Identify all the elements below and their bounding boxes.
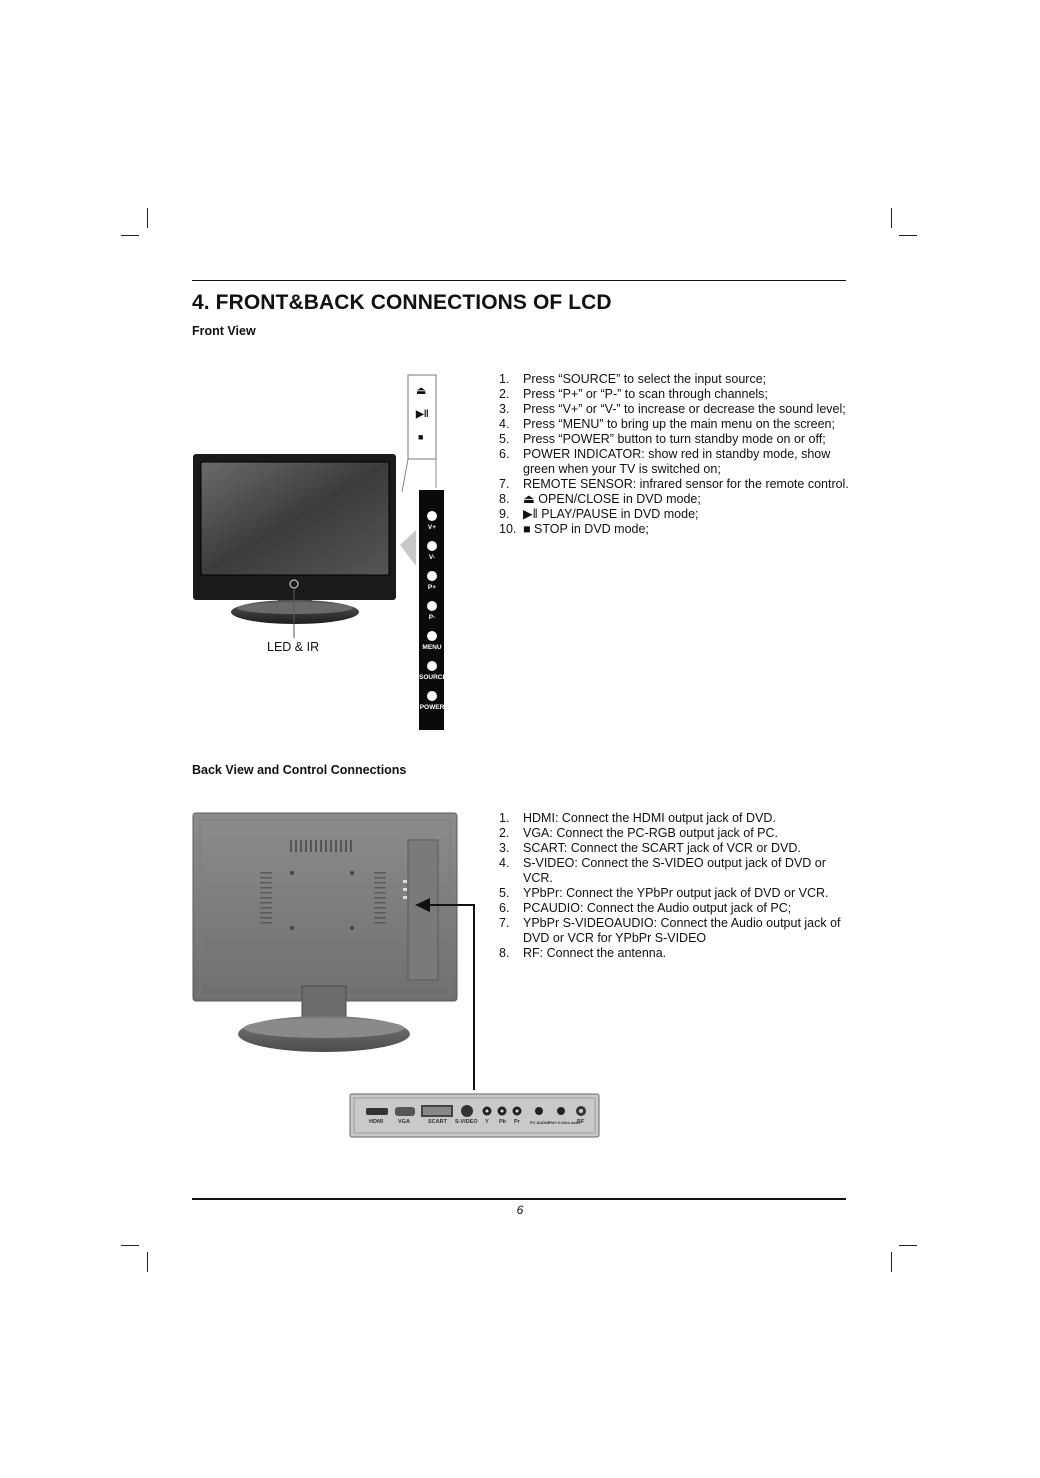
list-item-text: RF: Connect the antenna.	[523, 946, 667, 960]
list-item-text: YPbPr S-VIDEOAUDIO: Connect the Audio output jack of DVD or VCR for YPbPr S-VIDEO	[523, 916, 841, 945]
list-item	[499, 402, 849, 417]
list-item-text: PLAY/PAUSE in DVD mode;	[541, 507, 699, 521]
panel-label-pc-audio: PC AUDIO	[530, 1120, 550, 1125]
side-button-label: MENU	[422, 644, 442, 651]
panel-label-rf: RF	[577, 1119, 585, 1125]
list-item-text: REMOTE SENSOR: infrared sensor for the remote control.	[523, 477, 849, 491]
list-item-number: 1.	[499, 372, 510, 386]
list-item-number: 9.	[499, 507, 510, 521]
list-item-text: Press “V+” or “V-” to increase or decrease the sound level;	[523, 402, 846, 416]
side-button-label: POWER	[419, 704, 445, 711]
crop-mark-bl-v	[147, 1252, 148, 1272]
list-item	[499, 492, 849, 507]
list-item-glyph-icon: ▶‖	[523, 507, 538, 521]
list-item	[499, 387, 849, 402]
panel-label-svideo: S-VIDEO	[455, 1119, 478, 1125]
side-button-label: SOURCE	[419, 674, 447, 681]
side-button-source	[427, 661, 437, 671]
list-item-number: 7.	[499, 916, 510, 930]
eject-icon: ⏏	[416, 385, 427, 397]
front-tv-illustration	[190, 370, 455, 735]
page-title: 4. FRONT&BACK CONNECTIONS OF LCD	[192, 291, 612, 314]
panel-label-pr: Pr	[514, 1119, 520, 1125]
list-item-number: 7.	[499, 477, 510, 491]
panel-label-hdmi: HDMI	[369, 1119, 384, 1125]
back-view-heading: Back View and Control Connections	[192, 763, 407, 777]
connection-pointer	[410, 895, 480, 1095]
list-item-number: 3.	[499, 402, 510, 416]
side-button-label: P-	[428, 614, 436, 621]
list-item-number: 5.	[499, 432, 510, 446]
list-item	[499, 811, 849, 826]
list-item	[499, 886, 849, 901]
list-item-glyph-icon: ⏏	[523, 492, 535, 506]
panel-label-ypbpr-audio: YPbPr S-Video Audio	[547, 1121, 581, 1125]
list-item-number: 3.	[499, 841, 510, 855]
list-item-text: YPbPr: Connect the YPbPr output jack of DVD or VCR.	[523, 886, 829, 900]
side-button-label: P+	[427, 584, 437, 591]
list-item-number: 8.	[499, 492, 510, 506]
list-item-text: OPEN/CLOSE in DVD mode;	[538, 492, 701, 506]
connection-panel	[349, 1093, 601, 1139]
page-number: 6	[516, 1203, 524, 1217]
list-item-text: HDMI: Connect the HDMI output jack of DVD.	[523, 811, 776, 825]
side-button-p	[427, 571, 437, 581]
list-item-number: 6.	[499, 901, 510, 915]
side-button-label: V+	[427, 524, 437, 531]
list-item-text: Press “SOURCE” to select the input source;	[523, 372, 767, 386]
side-button-menu	[427, 631, 437, 641]
side-button-v	[427, 541, 437, 551]
list-item	[499, 901, 849, 916]
list-item-text: Press “P+” or “P-” to scan through channels;	[523, 387, 768, 401]
crop-mark-bl-h	[121, 1245, 139, 1246]
list-item-text: Press “MENU” to bring up the main menu on the screen;	[523, 417, 835, 431]
front-view-heading: Front View	[192, 324, 256, 338]
list-item	[499, 522, 849, 537]
list-item	[499, 856, 849, 886]
play-pause-icon: ▶‖	[416, 409, 429, 420]
list-item-number: 8.	[499, 946, 510, 960]
list-item-text: SCART: Connect the SCART jack of VCR or DVD.	[523, 841, 801, 855]
crop-mark-br-v	[891, 1252, 892, 1272]
crop-mark-tr-v	[891, 208, 892, 228]
list-item	[499, 841, 849, 856]
stop-icon: ■	[418, 432, 424, 442]
list-item	[499, 477, 849, 492]
list-item	[499, 432, 849, 447]
crop-mark-tl-v	[147, 208, 148, 228]
crop-mark-tr-h	[899, 235, 917, 236]
list-item-number: 10.	[499, 522, 517, 536]
list-item-text: VGA: Connect the PC-RGB output jack of PC.	[523, 826, 778, 840]
list-item-number: 2.	[499, 826, 510, 840]
list-item-number: 4.	[499, 417, 510, 431]
panel-label-vga: VGA	[398, 1119, 410, 1125]
back-instructions-list	[499, 811, 849, 961]
side-button-label: V-	[428, 554, 436, 561]
list-item	[499, 447, 849, 477]
side-button-power	[427, 691, 437, 701]
list-item-number: 5.	[499, 886, 510, 900]
list-item-number: 6.	[499, 447, 510, 461]
front-instructions-list	[499, 372, 849, 537]
list-item-number: 4.	[499, 856, 510, 870]
crop-mark-br-h	[899, 1245, 917, 1246]
list-item-glyph-icon: ■	[523, 522, 531, 536]
footer-rule	[192, 1198, 846, 1200]
list-item	[499, 417, 849, 432]
list-item-text: S-VIDEO: Connect the S-VIDEO output jack of DVD or VCR.	[523, 856, 826, 885]
side-button-v	[427, 511, 437, 521]
list-item-text: Press “POWER” button to turn standby mode on or off;	[523, 432, 826, 446]
list-item	[499, 826, 849, 841]
list-item-text: PCAUDIO: Connect the Audio output jack of PC;	[523, 901, 792, 915]
list-item-text: POWER INDICATOR: show red in standby mode, show green when your TV is switched on;	[523, 447, 831, 476]
panel-label-y: Y	[485, 1119, 489, 1125]
crop-mark-tl-h	[121, 235, 139, 236]
header-rule	[192, 280, 846, 281]
panel-label-pb: Pb	[499, 1119, 507, 1125]
led-ir-label: LED & IR	[267, 640, 320, 654]
list-item	[499, 507, 849, 522]
list-item	[499, 372, 849, 387]
panel-label-scart: SCART	[428, 1119, 447, 1125]
list-item-number: 1.	[499, 811, 510, 825]
list-item-number: 2.	[499, 387, 510, 401]
list-item	[499, 946, 849, 961]
list-item-text: STOP in DVD mode;	[534, 522, 649, 536]
list-item	[499, 916, 849, 946]
side-button-p	[427, 601, 437, 611]
